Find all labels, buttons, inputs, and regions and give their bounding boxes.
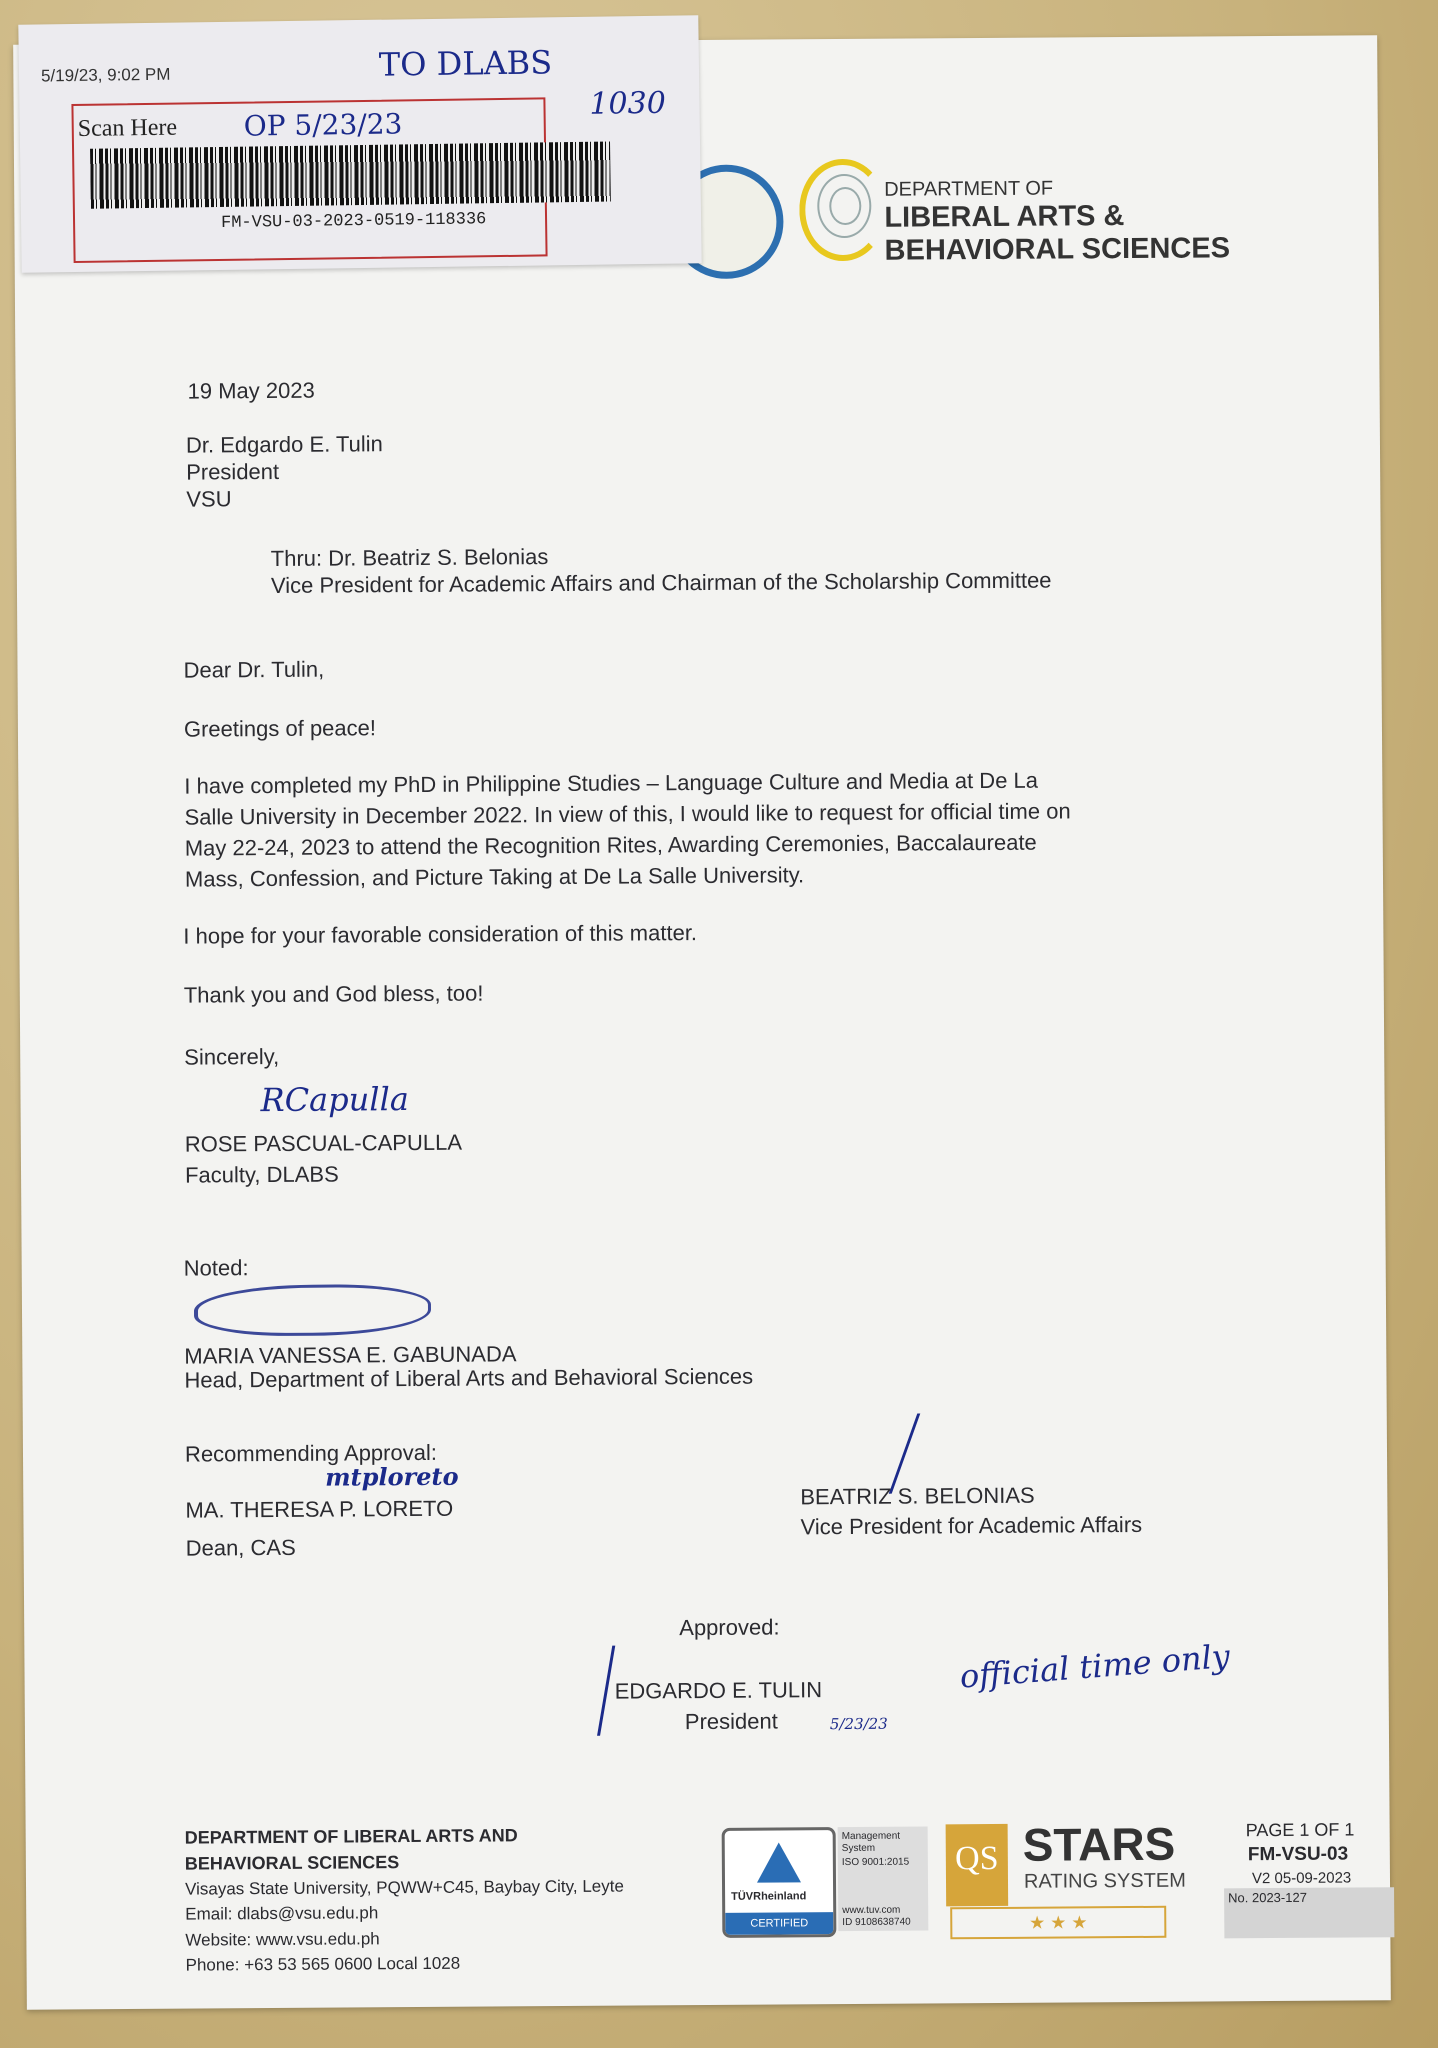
recipient-org: VSU (186, 486, 232, 512)
sender-title: Faculty, DLABS (184, 1161, 339, 1188)
form-version: V2 05-09-2023 (1251, 1869, 1352, 1888)
tuv-web: www.tuv.com (842, 1904, 901, 1917)
recommending-name: MA. THERESA P. LORETO (185, 1495, 454, 1523)
president-title: President (684, 1708, 778, 1735)
vp-name: BEATRIZ S. BELONIAS (800, 1482, 1035, 1510)
letter-date: 19 May 2023 (187, 377, 315, 404)
noted-title: Head, Department of Liberal Arts and Behavioral Sciences (184, 1363, 754, 1393)
barcode[interactable] (90, 142, 611, 209)
tuv-certified: CERTIFIED (725, 1912, 833, 1935)
tuv-badge (722, 1827, 837, 1938)
recipient-name: Dr. Edgardo E. Tulin (185, 431, 383, 458)
footer-website: Website: www.vsu.edu.ph (185, 1929, 380, 1950)
letterhead-line3: BEHAVIORAL SCIENCES (884, 232, 1231, 267)
letter-page (13, 35, 1391, 2009)
recommending-label: Recommending Approval: (184, 1439, 438, 1467)
sender-name: ROSE PASCUAL-CAPULLA (184, 1129, 463, 1157)
routing-note: TO DLABS (378, 43, 553, 84)
iso-line: Management (841, 1830, 901, 1843)
president-name: EDGARDO E. TULIN (614, 1677, 823, 1704)
page-number: PAGE 1 OF 1 (1245, 1819, 1355, 1841)
iso-line: ISO 9001:2015 (841, 1856, 910, 1869)
letterhead-line1: DEPARTMENT OF (884, 177, 1054, 201)
iso-info (838, 1826, 929, 1931)
form-code: FM-VSU-03 (1247, 1843, 1349, 1866)
president-annotation: official time only (958, 1636, 1232, 1696)
footer-phone: Phone: +63 53 565 0600 Local 1028 (185, 1953, 461, 1975)
president-date-note: 5/23/23 (829, 1714, 888, 1734)
thru-title: Vice President for Academic Affairs and Chairman of the Scholarship Committee (270, 567, 1052, 598)
sender-signature: RCapulla (260, 1080, 409, 1120)
thru-line: Thru: Dr. Beatriz S. Belonias (270, 544, 549, 571)
footer-dept-line2: BEHAVIORAL SCIENCES (184, 1852, 400, 1874)
sticker-timestamp: 5/19/23, 9:02 PM (40, 64, 171, 86)
footer-address: Visayas State University, PQWW+C45, Baybay City, Leyte (184, 1876, 624, 1899)
closing: Sincerely, (184, 1043, 280, 1070)
stars-title: STARS (1022, 1817, 1176, 1871)
letterhead-line2: LIBERAL ARTS & (884, 200, 1125, 234)
recommending-signature: mtploreto (325, 1461, 459, 1492)
scan-label: Scan Here (77, 114, 178, 142)
tuv-brand: TÜVRheinland (731, 1890, 807, 1903)
recommending-title: Dean, CAS (185, 1534, 296, 1561)
footer-dept-line1: DEPARTMENT OF LIBERAL ARTS AND (184, 1825, 518, 1848)
body-line: Salle University in December 2022. In view of this, I would like to request for official time on (184, 798, 1071, 830)
stars-subtitle: RATING SYSTEM (1023, 1869, 1186, 1893)
handwritten-date: OP 5/23/23 (243, 107, 403, 143)
stars-rating: ★ ★ ★ (950, 1906, 1166, 1940)
qs-logo: QS (946, 1824, 1009, 1906)
department-logo-icon (799, 139, 880, 265)
handwritten-time: 1030 (589, 85, 667, 122)
tuv-triangle-icon (757, 1842, 801, 1882)
noted-name: MARIA VANESSA E. GABUNADA (184, 1341, 517, 1369)
body-line: May 22-24, 2023 to attend the Recognition Rites, Awarding Ceremonies, Baccalaureate (184, 829, 1037, 861)
footer-email: Email: dlabs@vsu.edu.ph (185, 1903, 379, 1924)
tracking-code: FM-VSU-03-2023-0519-118336 (220, 210, 487, 233)
approved-label: Approved: (679, 1614, 780, 1641)
vp-signature (889, 1413, 991, 1494)
iso-line: System (841, 1842, 876, 1855)
hope-line: I hope for your favorable consideration of this matter. (183, 920, 698, 949)
tuv-id: ID 9108638740 (842, 1916, 911, 1929)
body-line: I have completed my PhD in Philippine Studies – Language Culture and Media at De La (184, 767, 1039, 799)
routing-sticker (18, 15, 701, 272)
vp-title: Vice President for Academic Affairs (800, 1511, 1143, 1540)
doc-number: No. 2023-127 (1224, 1887, 1394, 1938)
recipient-title: President (186, 458, 280, 485)
noted-signature (194, 1284, 431, 1337)
noted-label: Noted: (183, 1255, 249, 1281)
greeting: Greetings of peace! (183, 715, 377, 742)
body-line: Mass, Confession, and Picture Taking at De La Salle University. (184, 862, 805, 892)
thanks-line: Thank you and God bless, too! (183, 980, 484, 1008)
salutation: Dear Dr. Tulin, (183, 656, 325, 683)
